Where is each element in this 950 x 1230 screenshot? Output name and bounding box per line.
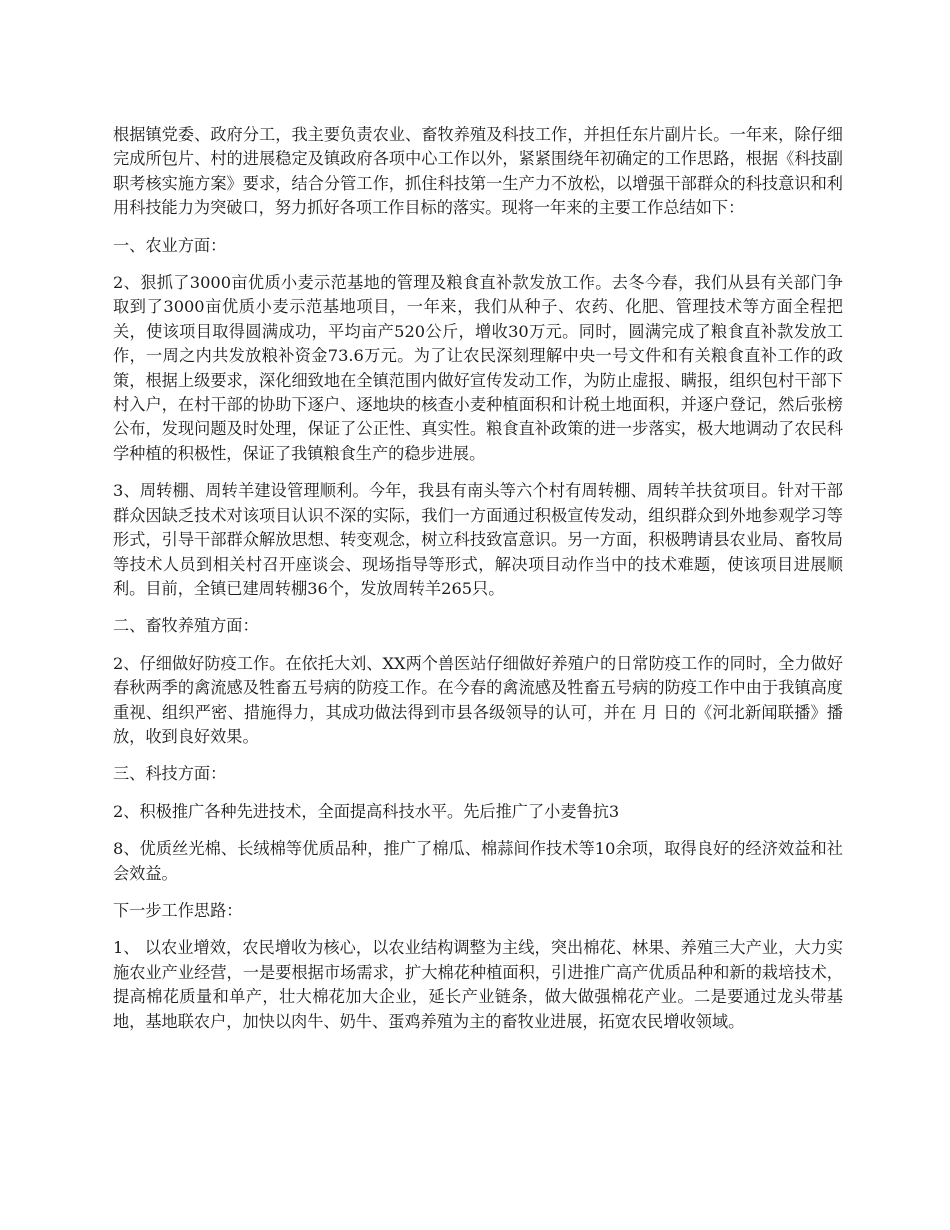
intro-paragraph: 根据镇党委、政府分工，我主要负责农业、畜牧养殖及科技工作，并担任东片副片长。一年来，除仔细完成所包片、村的进展稳定及镇政府各项中心工作以外，紧紧围绕年初确定的工作思路，根据《科技副职考核实施方案》要求，结合分管工作，抓住科技第一生产力不放松，以增强干部群众的科技意识和利用科技能力为突破口，努力抓好各项工作目标的落实。现将一年来的主要工作总结如下： xyxy=(113,125,843,218)
agriculture-item-wheat: 2、狠抓了3000亩优质小麦示范基地的管理及粮食直补款发放工作。去冬今春，我们从县有关部门争取到了3000亩优质小麦示范基地项目，一年来，我们从种子、农药、化肥、管理技术等方面全程把关，使该项目取得圆满成功，平均亩产520公斤，增收30万元。同时，圆满完成了粮食直补款发放工作，一周之内共发放粮补资金73.6万元。为了让农民深刻理解中央一号文件和有关粮食直补工作的政策，根据上级要求，深化细致地在全镇范围内做好宣传发动工作，为防止虚报、瞒报，组织包村干部下村入户，在村干部的协助下逐户、逐地块的核查小麦种植面积和计税土地面积，并逐户登记，然后张榜公布，发现问题及时处理，保证了公正性、真实性。粮食直补政策的进一步落实，极大地调动了农民科学种植的积极性，保证了我镇粮食生产的稳步进展。 xyxy=(113,273,843,463)
section-heading-technology: 三、科技方面： xyxy=(113,764,227,784)
agriculture-item-sheep: 3、周转棚、周转羊建设管理顺利。今年，我县有南头等六个村有周转棚、周转羊扶贫项目。针对干部群众因缺乏技术对该项目认识不深的实际，我们一方面通过积极宣传发动，组织群众到外地参观学习等形式，引导干部群众解放思想、转变观念，树立科技致富意识。另一方面，积极聘请县农业局、畜牧局等技术人员到相关村召开座谈会、现场指导等形式，解决项目动作当中的技术难题，使该项目进展顺利。目前，全镇已建周转棚36个，发放周转羊265只。 xyxy=(113,481,843,598)
section-heading-agriculture: 一、农业方面： xyxy=(113,235,227,255)
section-heading-next-steps: 下一步工作思路： xyxy=(113,900,243,920)
next-steps-item-1: 1、 以农业增效，农民增收为核心，以农业结构调整为主线，突出棉花、林果、养殖三大产业，大力实施农业产业经营，一是要根据市场需求，扩大棉花种植面积，引进推广高产优质品种和新的栽培技术，提高棉花质量和单产，壮大棉花加大企业，延长产业链条，做大做强棉花产业。二是要通过龙头带基地，基地联农户，加快以肉牛、奶牛、蛋鸡养殖为主的畜牧业进展，拓宽农民增收领域。 xyxy=(113,938,843,1031)
section-heading-livestock: 二、畜牧养殖方面： xyxy=(113,616,259,636)
technology-item-varieties: 8、优质丝光棉、长绒棉等优质品种，推广了棉瓜、棉蒜间作技术等10余项，取得良好的经济效益和社会效益。 xyxy=(113,839,843,883)
document-body xyxy=(113,123,843,1047)
technology-item-promotion: 2、积极推广各种先进技术，全面提高科技水平。先后推广了小麦鲁抗3 xyxy=(113,801,620,821)
livestock-item-epidemic: 2、仔细做好防疫工作。在依托大刘、XX两个兽医站仔细做好养殖户的日常防疫工作的同时，全力做好春秋两季的禽流感及牲畜五号病的防疫工作。在今春的禽流感及牲畜五号病的防疫工作中由于我镇高度重视、组织严密、措施得力，其成功做法得到市县各级领导的认可，并在 月 日的《河北新闻联播》播放，收到良好效果。 xyxy=(113,653,843,746)
